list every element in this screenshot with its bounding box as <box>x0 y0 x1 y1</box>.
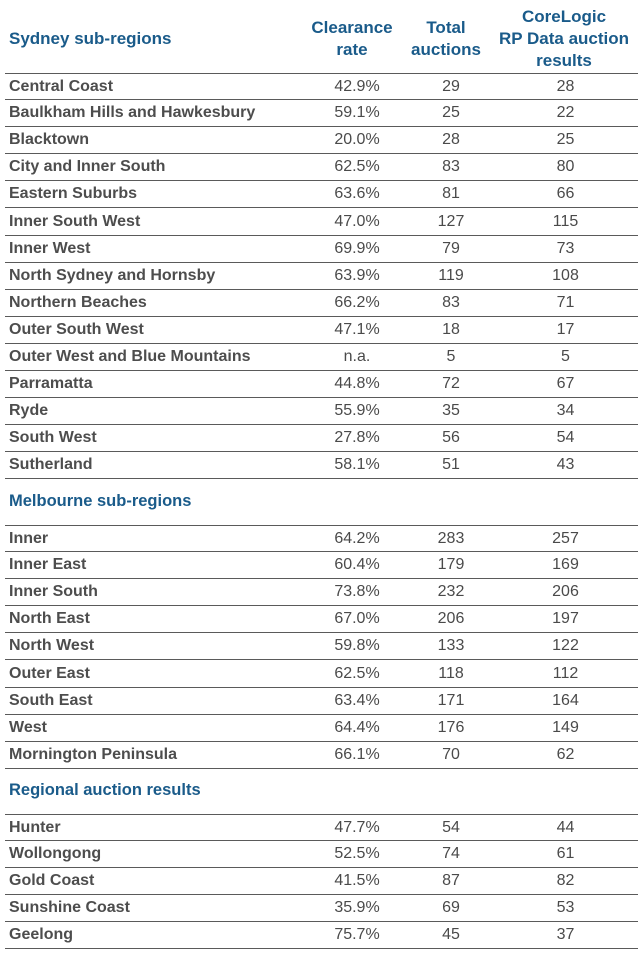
table-row <box>5 181 638 208</box>
corelogic-results-cell: 80 <box>556 158 575 176</box>
region-name-cell: North Sydney and Hornsby <box>9 266 216 284</box>
corelogic-results-cell: 25 <box>556 131 575 149</box>
table-row <box>5 209 638 236</box>
total-auctions-cell: 81 <box>442 185 460 203</box>
table-row <box>5 868 638 895</box>
clearance-rate-cell: 60.4% <box>334 556 380 574</box>
table-row <box>5 895 638 922</box>
table-row <box>5 661 638 688</box>
clearance-rate-cell: 47.0% <box>334 212 380 230</box>
region-name-cell: Inner <box>9 530 49 547</box>
table-row <box>5 100 638 127</box>
total-auctions-cell: 87 <box>442 872 460 890</box>
region-name-cell: South West <box>9 429 97 447</box>
table-row <box>5 344 638 371</box>
clearance-rate-cell: 27.8% <box>334 429 380 447</box>
corelogic-results-cell: 164 <box>552 691 579 709</box>
region-name-cell: Baulkham Hills and Hawkesbury <box>9 104 256 122</box>
corelogic-results-header-line3: results <box>536 51 592 70</box>
table-row <box>5 742 638 769</box>
region-name-cell: Mornington Peninsula <box>9 745 177 763</box>
total-auctions-cell: 79 <box>442 239 460 257</box>
corelogic-results-cell: 34 <box>556 402 575 420</box>
clearance-rate-cell: 35.9% <box>334 899 380 917</box>
section-title: Melbourne sub-regions <box>9 492 192 510</box>
clearance-rate-cell: 62.5% <box>334 664 380 682</box>
clearance-rate-cell: 52.5% <box>334 845 380 863</box>
corelogic-results-cell: 22 <box>556 104 575 122</box>
clearance-rate-cell: 63.4% <box>334 691 380 709</box>
clearance-rate-cell: 63.6% <box>334 185 380 203</box>
corelogic-results-header <box>488 6 640 72</box>
table-row <box>5 814 638 841</box>
corelogic-results-cell: 37 <box>556 926 575 944</box>
table-row <box>5 715 638 742</box>
total-auctions-cell: 18 <box>442 320 460 338</box>
region-name-cell: Central Coast <box>9 78 114 95</box>
region-name-cell: North East <box>9 610 90 628</box>
clearance-rate-cell: 41.5% <box>334 872 380 890</box>
region-name-cell: Blacktown <box>9 131 90 149</box>
table-row <box>5 452 638 479</box>
region-name-cell: Inner South West <box>9 212 141 230</box>
clearance-rate-cell: 47.1% <box>334 320 380 338</box>
total-auctions-cell: 83 <box>442 158 460 176</box>
clearance-rate-cell: 55.9% <box>334 402 380 420</box>
total-auctions-cell: 29 <box>442 78 460 95</box>
region-name-cell: Inner South <box>9 583 98 601</box>
total-auctions-cell: 118 <box>438 664 464 682</box>
clearance-rate-header-line1: Clearance <box>311 18 393 37</box>
corelogic-results-cell: 5 <box>561 348 570 365</box>
corelogic-results-cell: 67 <box>556 375 575 393</box>
clearance-rate-cell: n.a. <box>343 348 371 365</box>
table-title: Sydney sub-regions <box>9 29 172 48</box>
total-auctions-cell: 283 <box>437 530 465 547</box>
clearance-rate-cell: 42.9% <box>334 78 380 95</box>
total-auctions-cell: 51 <box>442 456 460 474</box>
corelogic-results-cell: 61 <box>556 845 575 863</box>
table-row <box>5 633 638 660</box>
total-auctions-cell: 119 <box>438 266 464 284</box>
total-auctions-cell: 74 <box>442 845 460 863</box>
clearance-rate-cell: 58.1% <box>334 456 380 474</box>
region-name-cell: South East <box>9 691 93 709</box>
clearance-rate-cell: 64.4% <box>334 718 380 736</box>
total-auctions-cell: 5 <box>446 348 456 365</box>
region-name-cell: West <box>9 718 47 736</box>
total-auctions-cell: 133 <box>437 637 465 655</box>
total-auctions-cell: 176 <box>437 718 465 736</box>
total-auctions-cell: 45 <box>442 926 460 944</box>
total-auctions-cell: 83 <box>442 293 460 311</box>
total-auctions-cell: 69 <box>442 899 460 917</box>
clearance-rate-cell: 73.8% <box>334 583 380 601</box>
total-auctions-cell: 25 <box>442 104 460 122</box>
clearance-rate-cell: 75.7% <box>334 926 380 944</box>
table-row <box>5 552 638 579</box>
region-name-cell: North West <box>9 637 95 655</box>
total-auctions-header <box>404 17 488 61</box>
region-name-cell: Inner West <box>9 239 91 257</box>
clearance-rate-cell: 67.0% <box>334 610 380 628</box>
table-row <box>5 263 638 290</box>
section-title: Regional auction results <box>9 781 201 799</box>
table-row <box>5 73 638 100</box>
corelogic-results-cell: 43 <box>556 456 575 474</box>
corelogic-results-cell: 71 <box>556 293 575 311</box>
corelogic-results-cell: 28 <box>556 78 575 95</box>
corelogic-results-cell: 82 <box>556 872 575 890</box>
clearance-rate-cell: 66.1% <box>334 745 380 763</box>
table-row <box>5 290 638 317</box>
clearance-rate-cell: 64.2% <box>334 530 380 547</box>
region-name-cell: City and Inner South <box>9 158 166 176</box>
total-auctions-cell: 127 <box>437 212 465 230</box>
corelogic-results-header-line1: CoreLogic <box>521 7 607 26</box>
total-auctions-header-line1: Total <box>426 18 466 37</box>
table-row <box>5 606 638 633</box>
table-row <box>5 371 638 398</box>
clearance-rate-cell: 63.9% <box>334 266 380 284</box>
table-row <box>5 236 638 263</box>
table-row <box>5 688 638 715</box>
region-name-cell: Outer East <box>9 664 90 682</box>
total-auctions-cell: 206 <box>437 610 465 628</box>
clearance-rate-cell: 62.5% <box>334 158 380 176</box>
table-row <box>5 317 638 344</box>
total-auctions-cell: 72 <box>442 375 460 393</box>
region-name-cell: Wollongong <box>9 845 102 863</box>
region-name-cell: Ryde <box>9 402 49 420</box>
table-row <box>5 525 638 552</box>
table-row <box>5 154 638 181</box>
clearance-rate-cell: 20.0% <box>334 131 380 149</box>
corelogic-results-cell: 197 <box>552 610 579 628</box>
total-auctions-cell: 35 <box>442 402 460 420</box>
clearance-rate-cell: 47.7% <box>334 819 380 836</box>
region-name-cell: Outer West and Blue Mountains <box>9 348 251 365</box>
corelogic-results-cell: 149 <box>552 718 579 736</box>
clearance-rate-cell: 44.8% <box>334 375 380 393</box>
table-row <box>5 398 638 425</box>
corelogic-results-cell: 44 <box>556 819 575 836</box>
corelogic-results-cell: 115 <box>552 212 579 230</box>
clearance-rate-cell: 59.8% <box>334 637 380 655</box>
region-name-cell: Gold Coast <box>9 872 95 890</box>
region-name-cell: Parramatta <box>9 375 93 393</box>
corelogic-results-cell: 206 <box>552 583 579 601</box>
corelogic-results-cell: 122 <box>552 637 579 655</box>
table-row <box>5 922 638 949</box>
corelogic-results-cell: 257 <box>552 530 579 547</box>
total-auctions-header-line2: auctions <box>411 40 481 59</box>
corelogic-results-cell: 53 <box>556 899 575 917</box>
clearance-rate-cell: 66.2% <box>334 293 380 311</box>
table-row <box>5 127 638 154</box>
clearance-rate-header <box>300 17 404 61</box>
total-auctions-cell: 70 <box>442 745 460 763</box>
region-name-cell: Sunshine Coast <box>9 899 130 917</box>
table-row <box>5 841 638 868</box>
table-row <box>5 425 638 452</box>
total-auctions-cell: 179 <box>437 556 465 574</box>
clearance-rate-cell: 69.9% <box>334 239 380 257</box>
total-auctions-cell: 171 <box>437 691 465 709</box>
corelogic-results-cell: 73 <box>556 239 575 257</box>
region-name-cell: Geelong <box>9 926 74 944</box>
table-row <box>5 579 638 606</box>
corelogic-results-cell: 62 <box>556 745 575 763</box>
total-auctions-cell: 232 <box>437 583 465 601</box>
corelogic-results-cell: 17 <box>556 320 575 338</box>
total-auctions-cell: 56 <box>442 429 460 447</box>
region-name-cell: Eastern Suburbs <box>9 185 138 203</box>
clearance-rate-header-line2: rate <box>336 40 368 59</box>
region-name-cell: Inner East <box>9 556 87 574</box>
corelogic-results-cell: 169 <box>552 556 579 574</box>
region-name-cell: Sutherland <box>9 456 93 474</box>
total-auctions-cell: 54 <box>442 819 460 836</box>
corelogic-results-cell: 54 <box>556 429 575 447</box>
region-name-cell: Northern Beaches <box>9 293 147 311</box>
corelogic-results-cell: 66 <box>556 185 575 203</box>
region-name-cell: Hunter <box>9 819 61 836</box>
region-name-cell: Outer South West <box>9 320 144 338</box>
corelogic-results-cell: 112 <box>552 664 579 682</box>
total-auctions-cell: 28 <box>442 131 460 149</box>
corelogic-results-cell: 108 <box>552 266 579 284</box>
corelogic-results-header-line2: RP Data auction <box>498 29 630 48</box>
clearance-rate-cell: 59.1% <box>334 104 380 122</box>
